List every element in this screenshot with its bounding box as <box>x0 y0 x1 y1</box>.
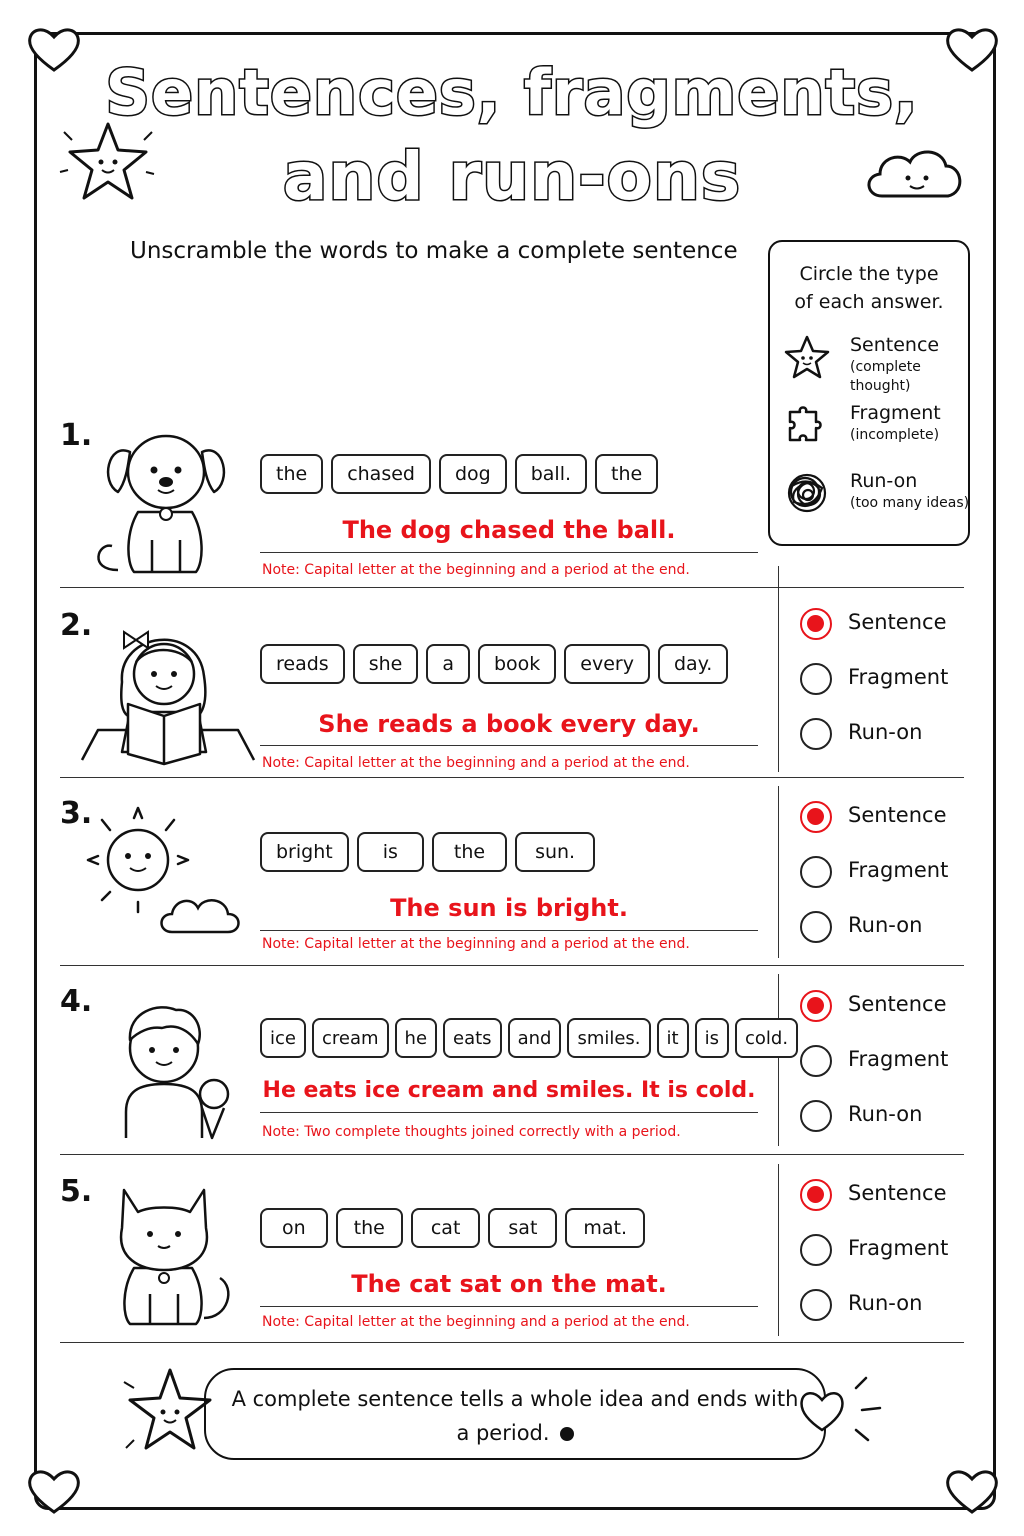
radio-button[interactable] <box>800 718 832 750</box>
answer-line <box>260 745 758 746</box>
radio-button-selected[interactable] <box>800 801 832 833</box>
word-tile[interactable]: he <box>395 1018 437 1058</box>
word-tile[interactable]: on <box>260 1208 328 1248</box>
boy-ice-cream-icon <box>78 988 258 1148</box>
choice-sentence[interactable] <box>800 801 970 837</box>
word-tile[interactable]: day. <box>658 644 728 684</box>
choice-label: Fragment <box>848 665 949 689</box>
word-tile[interactable]: eats <box>443 1018 502 1058</box>
choice-label: Run-on <box>848 720 923 744</box>
answer-line <box>260 930 758 931</box>
choice-label: Run-on <box>848 913 923 937</box>
radio-button[interactable] <box>800 1100 832 1132</box>
heart-icon <box>944 1466 1000 1516</box>
answer-line <box>260 1306 758 1307</box>
word-tile[interactable]: is <box>695 1018 729 1058</box>
tip-text-line-2 <box>206 1416 824 1450</box>
word-tile[interactable]: cream <box>312 1018 389 1058</box>
choice-label: Fragment <box>848 1236 949 1260</box>
item-number: 4. <box>60 984 93 1019</box>
word-tile[interactable]: ice <box>260 1018 306 1058</box>
radio-button[interactable] <box>800 1234 832 1266</box>
choice-fragment[interactable] <box>800 1045 970 1081</box>
item-number: 2. <box>60 608 93 643</box>
choice-run-on[interactable] <box>800 1289 970 1325</box>
word-tile[interactable]: every <box>564 644 650 684</box>
item-note: Note: Two complete thoughts joined correctly with a period. <box>262 1124 681 1140</box>
legend-name: Run-on <box>850 470 918 492</box>
word-tile[interactable]: book <box>478 644 556 684</box>
word-tile[interactable]: sun. <box>515 832 595 872</box>
word-tile[interactable]: cold. <box>735 1018 798 1058</box>
choice-fragment[interactable] <box>800 1234 970 1270</box>
radio-button[interactable] <box>800 1289 832 1321</box>
tip-text-line-1: A complete sentence tells a whole idea and ends with <box>231 1387 799 1411</box>
choice-label: Run-on <box>848 1291 923 1315</box>
dog-icon <box>78 422 258 582</box>
word-tile[interactable]: sat <box>488 1208 557 1248</box>
word-tile[interactable]: it <box>657 1018 689 1058</box>
radio-button[interactable] <box>800 663 832 695</box>
legend-name: Fragment <box>850 402 941 424</box>
answer-sentence[interactable]: He eats ice cream and smiles. It is cold. <box>262 1078 756 1103</box>
word-tile[interactable]: she <box>353 644 419 684</box>
item-number: 5. <box>60 1174 93 1209</box>
radio-button[interactable] <box>800 911 832 943</box>
word-tile[interactable]: and <box>508 1018 562 1058</box>
word-tile[interactable]: ball. <box>515 454 587 494</box>
item-note: Note: Capital letter at the beginning and a period at the end. <box>262 755 690 771</box>
choice-run-on[interactable] <box>800 718 970 754</box>
item-note: Note: Capital letter at the beginning and a period at the end. <box>262 936 690 952</box>
word-tiles <box>260 644 728 684</box>
word-tiles <box>260 832 595 872</box>
choice-label: Sentence <box>848 803 947 827</box>
item-note: Note: Capital letter at the beginning and a period at the end. <box>262 1314 690 1330</box>
choice-label: Fragment <box>848 858 949 882</box>
word-tile[interactable]: the <box>432 832 507 872</box>
word-tile[interactable]: cat <box>411 1208 481 1248</box>
word-tile[interactable]: the <box>336 1208 403 1248</box>
answer-sentence[interactable]: The sun is bright. <box>390 894 628 922</box>
word-tile[interactable]: the <box>260 454 323 494</box>
answer-sentence[interactable]: She reads a book every day. <box>318 710 700 738</box>
row-divider <box>60 1342 964 1343</box>
word-tile[interactable]: reads <box>260 644 345 684</box>
heart-icon <box>796 1368 888 1452</box>
choice-label: Sentence <box>848 992 947 1016</box>
radio-button-selected[interactable] <box>800 608 832 640</box>
item-number: 1. <box>60 418 93 453</box>
word-tile[interactable]: smiles. <box>567 1018 650 1058</box>
instructions: Unscramble the words to make a complete sentence <box>130 238 738 264</box>
choice-run-on[interactable] <box>800 1100 970 1136</box>
legend-heading <box>770 260 968 316</box>
word-tiles <box>260 1018 798 1058</box>
page-title-line-1: Sentences, fragments, <box>105 56 919 129</box>
choice-label: Sentence <box>848 610 947 634</box>
answer-line <box>260 1112 758 1113</box>
period-dot-icon <box>560 1427 574 1441</box>
word-tile[interactable]: bright <box>260 832 349 872</box>
item-number: 3. <box>60 796 93 831</box>
answer-line <box>260 552 758 553</box>
word-tile[interactable]: dog <box>439 454 507 494</box>
legend-desc: (too many ideas) <box>850 495 970 511</box>
choice-sentence[interactable] <box>800 1179 970 1215</box>
choice-sentence[interactable] <box>800 990 970 1026</box>
exercise-item-1 <box>60 418 964 586</box>
choice-fragment[interactable] <box>800 856 970 892</box>
radio-button[interactable] <box>800 1045 832 1077</box>
word-tile[interactable]: the <box>595 454 658 494</box>
girl-reading-icon <box>78 612 258 772</box>
choice-run-on[interactable] <box>800 911 970 947</box>
star-icon <box>784 334 830 380</box>
row-divider <box>60 1154 964 1155</box>
answer-sentence[interactable]: The dog chased the ball. <box>342 516 676 544</box>
page-title-line-2: and run-ons <box>282 138 742 215</box>
choice-label: Sentence <box>848 1181 947 1205</box>
word-tile[interactable]: mat. <box>565 1208 645 1248</box>
radio-button-selected[interactable] <box>800 1179 832 1211</box>
cat-icon <box>78 1178 258 1338</box>
item-note: Note: Capital letter at the beginning and a period at the end. <box>262 562 690 578</box>
answer-sentence[interactable]: The cat sat on the mat. <box>351 1270 667 1298</box>
choice-label: Run-on <box>848 1102 923 1126</box>
choice-sentence[interactable] <box>800 608 970 644</box>
choice-label: Fragment <box>848 1047 949 1071</box>
legend-heading-line-2: of each answer. <box>794 291 944 313</box>
word-tile[interactable]: is <box>357 832 424 872</box>
word-tile[interactable]: chased <box>331 454 431 494</box>
legend-heading-line-1: Circle the type <box>799 263 939 285</box>
heart-icon <box>26 1466 82 1516</box>
word-tiles <box>260 1208 645 1248</box>
choice-fragment[interactable] <box>800 663 970 699</box>
legend-desc: (complete thought) <box>850 359 921 394</box>
radio-button-selected[interactable] <box>800 990 832 1022</box>
tip-box <box>204 1368 826 1460</box>
sun-icon <box>78 800 258 960</box>
tip-text: a period. <box>456 1421 550 1445</box>
word-tiles <box>260 454 658 494</box>
radio-button[interactable] <box>800 856 832 888</box>
legend-name: Sentence <box>850 334 940 356</box>
word-tile[interactable]: a <box>426 644 470 684</box>
legend-desc: (incomplete) <box>850 427 940 443</box>
row-divider <box>60 965 964 966</box>
row-divider <box>60 587 964 588</box>
row-divider <box>60 777 964 778</box>
